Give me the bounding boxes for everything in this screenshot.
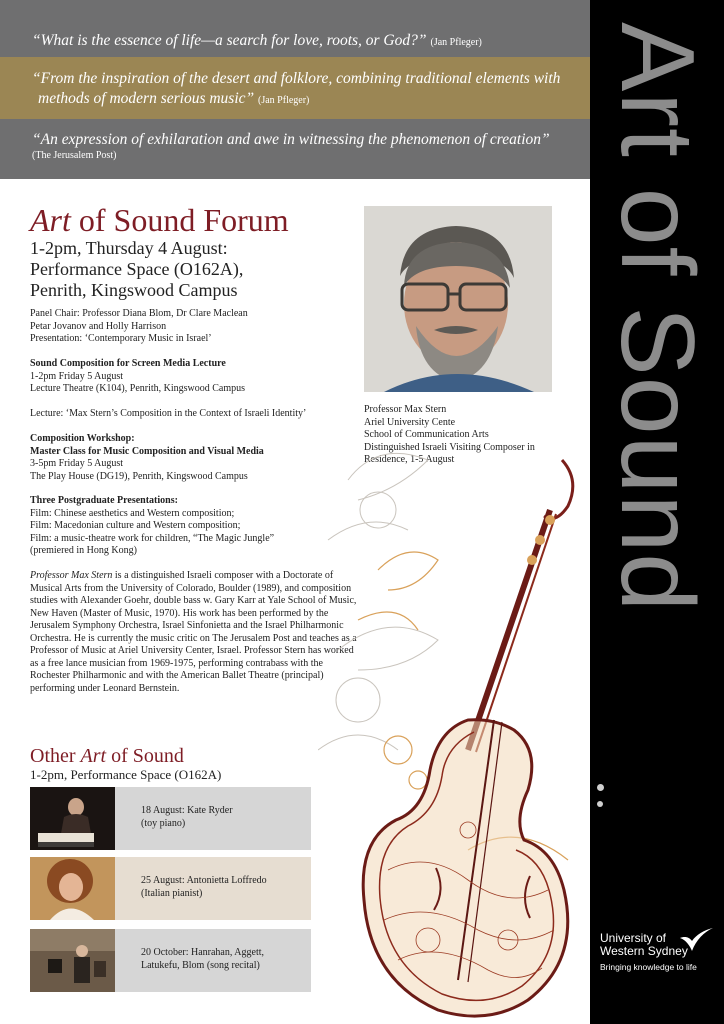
- event-subtitle: (Italian pianist): [141, 888, 203, 899]
- postgrad-item: Film: Chinese aesthetics and Western composition;: [30, 507, 235, 519]
- event-subtitle: Latukefu, Blom (song recital): [141, 960, 260, 971]
- caption-line: Residence, 1-5 August: [364, 454, 455, 465]
- other-title-em: Art: [80, 745, 107, 767]
- caption-line: Professor Max Stern: [364, 404, 447, 415]
- event-info: [115, 929, 311, 992]
- event-card: [30, 857, 311, 920]
- forum-time: 1-2pm, Thursday 4 August:: [30, 238, 228, 258]
- workshop-time: 3-5pm Friday 5 August: [30, 458, 124, 469]
- forum-details: [30, 238, 350, 301]
- quote-band-1: [0, 0, 590, 57]
- quote-text: “From the inspiration of the desert and folklore, combining traditional elements with: [32, 70, 561, 87]
- bio-text: is a distinguished Israeli composer with a Doctorate of Musical Arts from the University of Colorado, Boulder (1989), and composition studies with Alexander Goehr, double bass w. Gary Karr at Yale School of Music, New Haven (Master of Music, 1970). His work has been performed by the Jerusalem Symphony Orchestra, Israel Sinfonietta and the Israel Philharmonic Orchestra. He is currently the music critic on The Jerusalem Post and teaches as a Professor of Music at Ariel University Center, Israel. Professor Stern has worked as a free lance musician from 1969-1975, performing contrabass with the Rochester Philharmonic and with the American Ballet Theatre (principal) performing under Leonard Bernstein.: [30, 570, 357, 694]
- bio-paragraph: [30, 570, 362, 695]
- workshop-venue: The Play House (DG19), Penrith, Kingswood Campus: [30, 470, 248, 482]
- event-title: 18 August: Kate Ryder: [141, 805, 233, 816]
- event-subtitle: (toy piano): [141, 818, 186, 829]
- other-events-subtitle: 1-2pm, Performance Space (O162A): [30, 767, 222, 782]
- event-info: [115, 857, 311, 920]
- lecture-title: Lecture: ‘Max Stern’s Composition in the Context of Israeli Identity’: [30, 407, 307, 419]
- other-title-pre: Other: [30, 745, 81, 767]
- decorative-dot: [597, 784, 604, 791]
- page-title: [30, 202, 289, 239]
- postgrad-block: [30, 495, 360, 558]
- quote-source: (Jan Pfleger): [258, 95, 310, 106]
- lecture-time: 1-2pm Friday 5 August: [30, 370, 124, 382]
- other-title-post: of Sound: [106, 745, 184, 767]
- postgrad-heading: Three Postgraduate Presentations:: [30, 495, 178, 506]
- caption-line: Distinguished Israeli Visiting Composer in: [364, 441, 535, 453]
- quote-band-2: [0, 57, 590, 119]
- postgrad-item: Film: Macedonian culture and Western composition;: [30, 520, 241, 531]
- event-title: 25 August: Antonietta Loffredo: [141, 875, 267, 886]
- title-rest: of Sound Forum: [70, 202, 289, 238]
- double-bass-illustration: [318, 420, 598, 1020]
- quote-band-3: [0, 119, 590, 179]
- quote-source: (The Jerusalem Post): [32, 150, 117, 161]
- quote-text-cont: methods of modern serious music”: [38, 90, 255, 107]
- side-title-text: Art of Sound: [599, 22, 715, 613]
- postgrad-item: (premiered in Hong Kong): [30, 545, 137, 556]
- forum-place-2: Penrith, Kingswood Campus: [30, 280, 238, 300]
- workshop-block: [30, 433, 360, 483]
- quote-text: “An expression of exhilaration and awe in witnessing the phenomenon of creation”: [32, 131, 550, 148]
- event-card: [30, 787, 311, 850]
- event-photo: [30, 857, 115, 920]
- quote-text: “What is the essence of life—a search for love, roots, or God?”: [32, 32, 427, 49]
- quote-source: (Jan Pfleger): [430, 37, 482, 48]
- panel-line: Presentation: ‘Contemporary Music in Israel’: [30, 333, 212, 344]
- workshop-heading-2: Master Class for Music Composition and Visual Media: [30, 445, 264, 457]
- forum-place-1: Performance Space (O162A),: [30, 259, 244, 279]
- university-name-1: University of: [600, 931, 667, 945]
- event-info: [115, 787, 311, 850]
- quote-text-line2: [32, 89, 590, 111]
- university-tagline: Bringing knowledge to life: [600, 962, 697, 972]
- university-name-2: Western Sydney: [600, 944, 688, 958]
- title-em: Art: [30, 202, 71, 238]
- bio-name: Professor Max Stern: [30, 570, 113, 581]
- lecture-heading: Sound Composition for Screen Media Lecture: [30, 358, 226, 369]
- panel-line: Petar Jovanov and Holly Harrison: [30, 320, 167, 332]
- portrait-photo: [364, 206, 552, 392]
- lecture-block: [30, 358, 360, 420]
- caption-line: School of Communication Arts: [364, 429, 489, 440]
- event-title: 20 October: Hanrahan, Aggett,: [141, 947, 265, 958]
- event-card: [30, 929, 311, 992]
- event-photo: [30, 929, 115, 992]
- event-photo: [30, 787, 115, 850]
- caption-line: Ariel University Cente: [364, 416, 456, 428]
- workshop-heading: Composition Workshop:: [30, 433, 135, 444]
- bird-logo-icon: [678, 926, 714, 952]
- panel-info: [30, 308, 360, 346]
- other-events-title: [30, 745, 184, 768]
- university-logo: [600, 932, 718, 972]
- side-title: [590, 0, 724, 1024]
- postgrad-item: Film: a music-theatre work for children, “The Magic Jungle”: [30, 532, 275, 544]
- lecture-venue: Lecture Theatre (K104), Penrith, Kingswood Campus: [30, 383, 246, 394]
- panel-line: Panel Chair: Professor Diana Blom, Dr Clare Maclean: [30, 308, 248, 319]
